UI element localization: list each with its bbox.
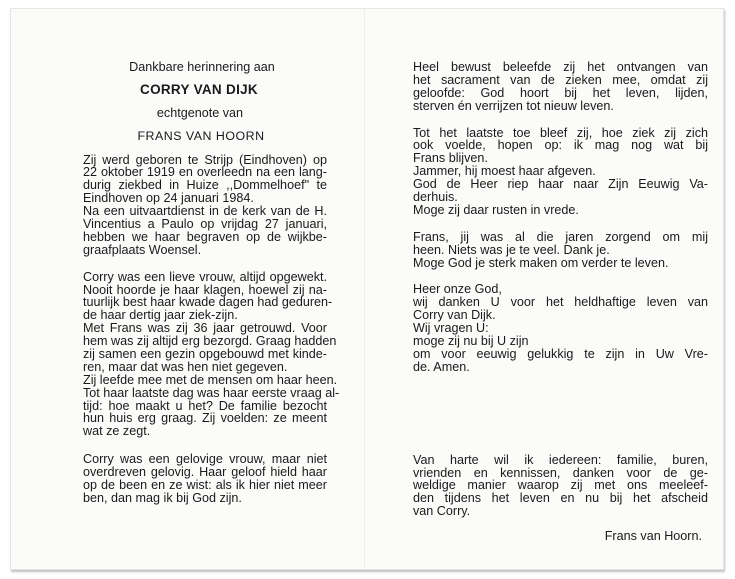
text-line: Na een uitvaartdienst in de kerk van de H. [83, 204, 327, 219]
text-line: durig ziekbed in Huize ,,Dommelhoef" te [83, 178, 327, 193]
text-line: Eindhoven op 24 januari 1984. [83, 191, 254, 206]
text-line: ook voelde, hopen op: ik mag nog wat bij [413, 138, 708, 153]
text-line: op de been en ze wist: als ik hier niet meer [83, 478, 327, 493]
text-line: Vincentius a Paulo op vrijdag 27 januari, [83, 217, 327, 232]
text-line: 22 oktober 1919 en overleedn na een lang- [83, 165, 327, 180]
text-line: Jammer, hij moest haar afgeven. [413, 164, 596, 179]
text-line: Tot haar laatste dag was haar eerste vraag al- [83, 385, 340, 400]
text-line: ben, dan mag ik bij God zijn. [83, 490, 242, 505]
text-line: de. Amen. [413, 359, 470, 374]
text-line: Heer onze God, [413, 282, 502, 297]
text-line: overdreven gelovig. Haar geloof hield haar [83, 465, 327, 480]
card-fold [364, 8, 365, 568]
card-header: Dankbare herinnering aan [129, 60, 275, 74]
text-line: tijd: hoe maakt u het? De familie bezocht [83, 398, 327, 413]
text-line: heen. Niets was je te veel. Dank je. [413, 242, 610, 257]
text-line: den tijdens het leven en nu bij het afscheid [413, 491, 708, 506]
last-days-paragraph [413, 127, 708, 217]
text-line: de haar dertig jaar ziek-zijn. [83, 308, 238, 323]
text-line: Zij werd geboren te Strijp (Eindhoven) op [83, 152, 327, 167]
text-line: van Corry. [413, 504, 471, 519]
faith-paragraph [83, 453, 327, 505]
right-column [413, 61, 708, 543]
relation-text: echtgenote van [156, 105, 244, 120]
thanks-paragraph [413, 454, 708, 518]
text-line: geloofde: God hoort bij het leven, lijden, [413, 85, 708, 100]
text-line: wat ze zegt. [83, 424, 151, 439]
biography-paragraph [83, 154, 327, 257]
text-line: derhuis. [413, 190, 458, 205]
text-line: moge zij nu bij U zijn [413, 334, 529, 349]
text-line: Frans blijven. [413, 151, 488, 166]
text-line: Heel bewust beleefde zij het ontvangen van [413, 60, 708, 74]
sacrament-paragraph [413, 61, 708, 113]
left-column [83, 60, 340, 505]
signature: Frans van Hoorn. [604, 529, 702, 544]
text-line: Moge God je sterk maken om verder te leven. [413, 255, 669, 270]
spouse-name: FRANS VAN HOORN [137, 128, 265, 143]
text-line: tuurlijk best haar kwade dagen had geduren- [83, 295, 333, 310]
text-line: zij samen een gezin opgebouwd met kinde- [83, 347, 327, 362]
text-line: God de Heer riep haar naar Zijn Eeuwig Va- [413, 177, 708, 192]
prayer-paragraph [413, 283, 708, 373]
text-line: Moge zij daar rusten in vrede. [413, 202, 579, 217]
text-line: wij danken U voor het heldhaftige leven van [413, 295, 708, 310]
text-line: hebben we haar begraven op de wijkbe- [83, 229, 327, 244]
text-line: Wij vragen U: [413, 321, 489, 336]
frans-paragraph [413, 231, 708, 270]
text-line: Nooit hoorde je haar klagen, hoewel zij na- [83, 282, 327, 297]
text-line: vrienden en kennissen, danken voor de ge- [413, 465, 708, 480]
text-line: Zij leefde mee met de mensen om haar heen. [83, 372, 338, 387]
memory-paragraph [83, 269, 340, 439]
deceased-name: CORRY VAN DIJK [140, 81, 258, 97]
text-line: om voor eeuwig gelukkig te zijn in Uw Vre- [413, 346, 708, 361]
text-line: hun huis erg graag. Zij voelden: ze meent [83, 411, 327, 426]
text-line: Corry was een lieve vrouw, altijd opgewekt. [83, 269, 327, 284]
text-line: Tot het laatste toe bleef zij, hoe ziek zij zich [413, 125, 708, 140]
text-line: sterven én verrijzen tot nieuw leven. [413, 98, 614, 113]
text-line: weldige manier waarop zij met ons meeleef- [413, 478, 708, 493]
text-line: graafplaats Woensel. [83, 242, 202, 257]
text-line: Van harte wil ik iedereen: familie, buren, [413, 452, 708, 467]
text-line: Corry was een gelovige vrouw, maar niet [83, 452, 327, 467]
text-line: Met Frans was zij 36 jaar getrouwd. Voor [83, 321, 327, 336]
text-line: hem was zij altijd erg bezorgd. Graag hadden [83, 334, 337, 349]
text-line: ren, maar dat was hen niet gegeven. [83, 359, 288, 374]
text-line: Corry van Dijk. [413, 308, 496, 323]
text-line: Frans, jij was al die jaren zorgend om mij [413, 229, 708, 244]
text-line: het sacrament van de zieken mee, omdat zij [413, 72, 708, 87]
